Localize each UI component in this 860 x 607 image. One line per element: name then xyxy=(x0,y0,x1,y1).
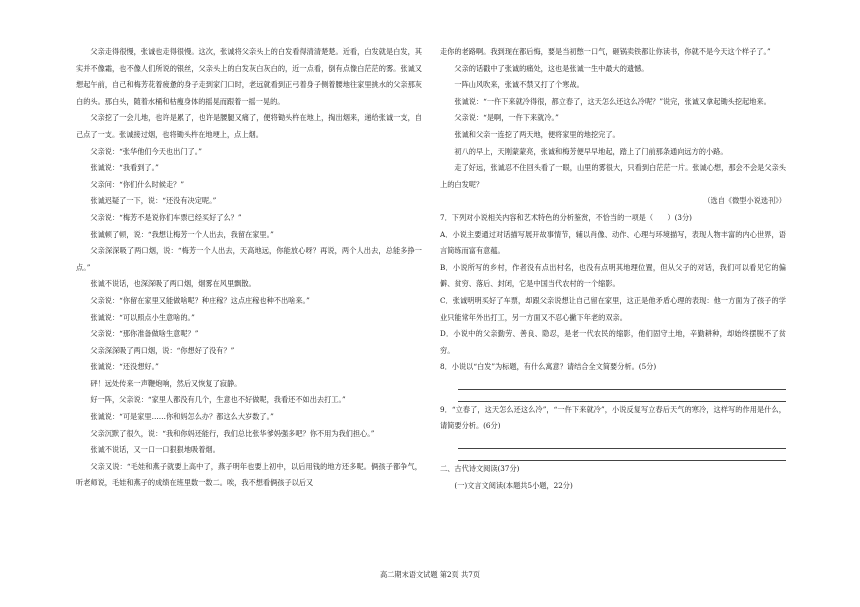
answer-line xyxy=(458,437,786,449)
paragraph: 父亲说：“你留在家里又能做啥呢？种庄稼？这点庄稼也种不出啥来。” xyxy=(90,295,310,305)
paragraph: 砰！远处传来一声鞭炮响，然后又恢复了寂静。 xyxy=(90,378,242,388)
paragraph: 初八的早上，天刚蒙蒙亮，张诚和梅芳便早早地起，踏上了门前那条通向远方的小路。 xyxy=(454,146,728,156)
paragraph: 父亲沉默了很久，说：“我和你妈还能行，我们总比张华爹妈强多吧？你不用为我们担心。” xyxy=(90,428,375,438)
paragraph: 父亲走得很慢，张诚也走得很慢。这次，张诚将父亲头上的白发看得清清楚楚。近看，白发就是白发，其实并不像霜，也不像人们所说的银丝，父亲头上的白发灰白灰白的，近一点看，倒有点像白茫茫的雾。张诚又想起午前，自己和梅芳花着疲惫的身子走到家门口时，老远就看到正弓着身子侧着腰地往家里挑水的父亲那灰白的头。那白头，随着水桶和枯瘦身体的摇晃而跟着一摇一晃的。 xyxy=(76,47,422,106)
paragraph: 张诚说：“可是家里……你和妈怎么办？都这么大岁数了。” xyxy=(90,412,274,422)
answer-line xyxy=(458,449,786,461)
question-text: D．小说中的父亲勤劳、善良、隐忍，是老一代农民的缩影，他们固守土地，辛勤耕种，却始终摆脱不了贫穷。 xyxy=(440,329,786,355)
paragraph: 张诚说：“一仵下来就冷得很，都立春了，这天怎么还这么冷呢？”说完，张诚又拿起锄头挖起地来。 xyxy=(454,96,771,106)
paragraph: 父亲挖了一会儿地，也许是累了，也许是腰腿又痛了，便将锄头杵在地上，掏出烟来，递给张诚一支，自己点了一支。张诚接过烟，也将锄头杵在地埂上，点上烟。 xyxy=(76,113,422,139)
paragraph: 好一阵，父亲说：“家里人都没有几个，生意也不好做呢，我看还不如出去打工。” xyxy=(90,395,346,405)
question-text: 9．“立春了，这天怎么还这么冷”，“一仵下来就冷”，小说反复写立春后天气的寒冷，这样写的作用是什么，请简要分析。(6分) xyxy=(440,404,786,431)
paragraph: 张诚迟疑了一下，说：“还没有决定呢。” xyxy=(90,196,217,206)
question-text: (一)文言文阅读(本题共5小题，22分) xyxy=(454,480,573,490)
right-column xyxy=(440,44,786,494)
question-text: B．小说所写的乡村，作者没有点出村名，也没有点明其地理位置，但从父子的对话，我们可以看见它的偏僻、贫穷、落后、封闭，它是中国当代农村的一个缩影。 xyxy=(440,262,786,289)
paragraph: 父亲的话戳中了张诚的痛处，这也是张诚一生中最大的遗憾。 xyxy=(454,63,649,73)
question-text: A．小说主要通过对话描写展开故事情节，辅以肖像、动作、心理与环境描写，表现人物丰富的内心世界，语言简练而富有意蕴。 xyxy=(440,229,786,256)
paragraph: 父亲深深吸了两口烟，说：“你想好了没有？” xyxy=(90,345,235,355)
answer-line xyxy=(458,390,786,402)
paragraph: 张诚顿了顿，说：“我想让梅芳一个人出去，我留在家里。” xyxy=(90,229,274,239)
source-citation: （选自《微型小说选刊》） xyxy=(703,196,786,206)
paragraph: 父亲又说：“毛娃和燕子就要上高中了，燕子明年也要上初中，以后用钱的地方还多呢。俩孩子都争气，听老师说，毛娃和燕子的成绩在班里数一数二。唉，我不想看俩孩子以后又 xyxy=(76,461,422,488)
paragraph: 父亲说：“梅芳不是说你们车票已经买好了么？” xyxy=(90,212,242,222)
paragraph: 张诚不说话，也深深吸了两口烟，烟雾在风里飘散。 xyxy=(90,279,256,289)
question-text: 7．下列对小说相关内容和艺术特色的分析鉴赏，不恰当的一项是（ ）(3分) xyxy=(440,212,692,222)
paragraph: 走你的老路啊。我到现在都后悔，要是当初憋一口气，砸锅卖铁都让你读书，你就不是今天这个样子了。” xyxy=(440,47,771,56)
paragraph: 父亲深深吸了两口烟，说：“梅芳一个人出去，天高地远，你能放心呀？再说，两个人出去，总能多挣一点。” xyxy=(76,246,422,272)
paragraph: 父亲说：“那你准备做啥生意呢？” xyxy=(90,329,199,339)
paragraph: 父亲说：“张华他们今天也出门了。” xyxy=(90,146,202,156)
paragraph: 父亲说：“是啊，一仵下来就冷。” xyxy=(454,113,559,123)
paragraph: 张诚说：“还没想好。” xyxy=(90,362,159,372)
question-text: C．张诚明明买好了车票，却跟父亲说想让自己留在家里，这正是他矛盾心理的表现：他一方面为了孩子的学业只能常年外出打工，另一方面又不忍心撇下年老的双亲。 xyxy=(440,295,786,322)
paragraph: 张诚不说话，又一口一口狠狠地吸着烟。 xyxy=(90,445,220,455)
paragraph: 张诚说：“我看到了。” xyxy=(90,163,159,173)
paragraph: 张诚说：“可以照点小生意啥的。” xyxy=(90,312,195,322)
question-text: 二、古代诗文阅读(37分) xyxy=(440,464,520,474)
page-footer: 高二期末语文试题 第2页 共7页 xyxy=(380,570,480,579)
paragraph: 一阵山风吹来，张诚不禁又打了个寒战。 xyxy=(454,80,584,90)
paragraph: 走了好远，张诚忍不住回头看了一眼，山里的雾很大，只看到白茫茫一片。张诚心想，那会不会是父亲头上的白发呢？ xyxy=(440,163,786,189)
question-text: 8．小说以“白发”为标题，有什么寓意？请结合全文简要分析。(5分) xyxy=(440,362,657,372)
paragraph: 父亲问：“你们什么时候走？” xyxy=(90,179,184,189)
paragraph: 张诚和父亲一连挖了两天地，便将家里的地挖完了。 xyxy=(454,129,620,139)
left-column xyxy=(76,44,422,492)
answer-line xyxy=(458,378,786,390)
